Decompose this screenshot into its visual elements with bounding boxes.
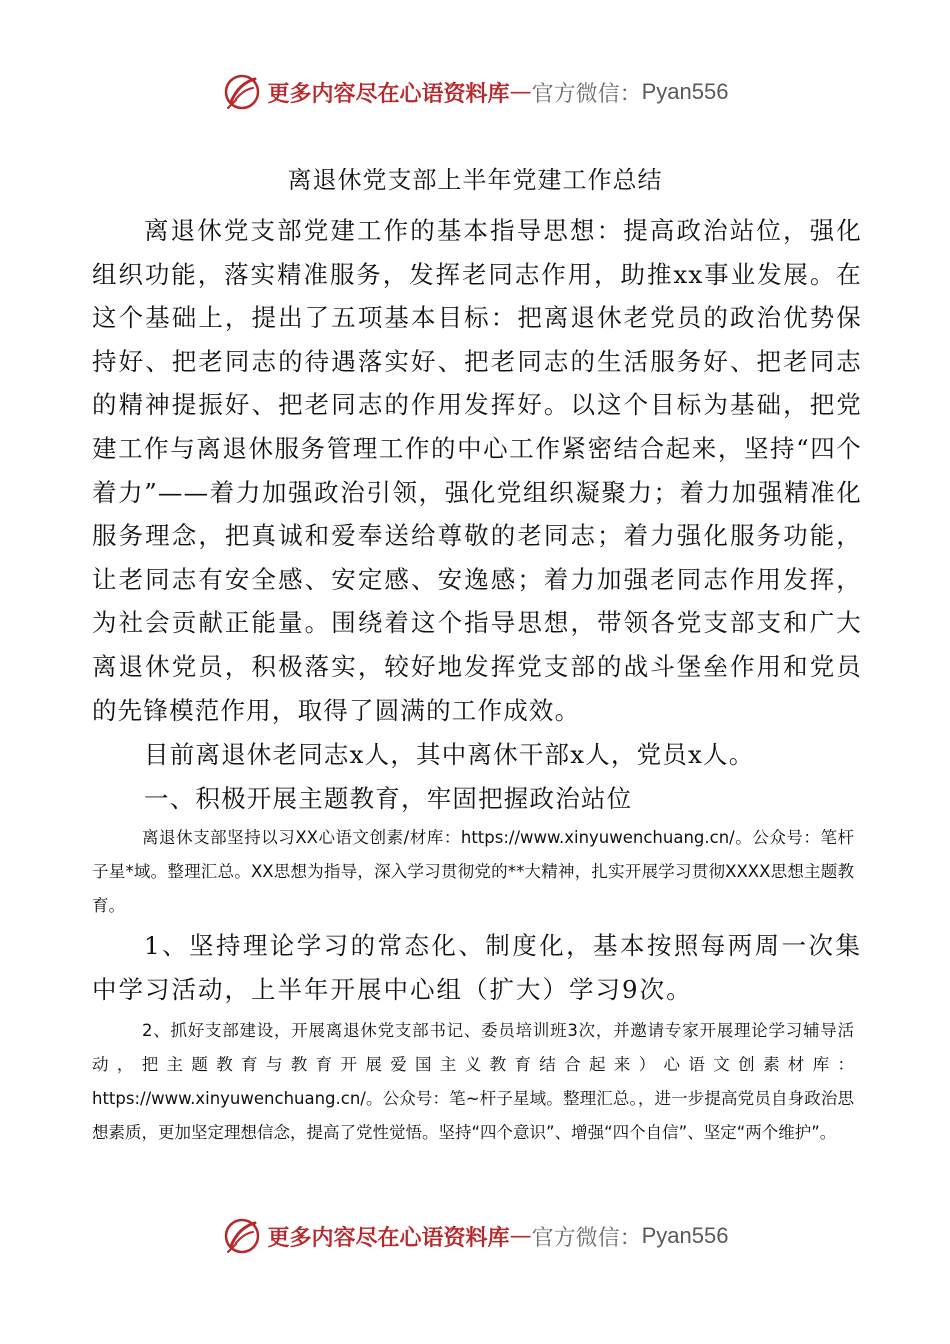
banner-dash: — xyxy=(509,79,532,105)
banner-text: 更多内容尽在心语资料库 xyxy=(267,1224,510,1251)
banner-label: 官方微信： xyxy=(531,1225,642,1251)
banner-dash: — xyxy=(509,1223,532,1249)
list-item-1: 1、坚持理论学习的常态化、制度化，基本按照每两周一次集中学习活动，上半年开展中心组（扩大）学习9次。 xyxy=(92,931,862,1004)
banner-handle: Pyan556 xyxy=(641,79,729,104)
header-banner xyxy=(0,70,950,114)
section-heading-1: 一、积极开展主题教育，牢固把握政治站位 xyxy=(144,784,633,813)
intro-paragraph: 离退休党支部党建工作的基本指导思想：提高政治站位，强化组织功能，落实精准服务，发挥老同志作用，助推xx事业发展。在这个基础上，提出了五项基本目标：把离退休老党员的政治优势保持好、把老同志的待遇落实好、把老同志的生活服务好、把老同志的精神提振好、把老同志的作用发挥好。以这个目标为基础，把党建工作与离退休服务管理工作的中心工作紧密结合起来，坚持“四个着力”——着力加强政治引领，强化党组织凝聚力；着力加强精准化服务理念，把真诚和爱奉送给尊敬的老同志；着力强化服务功能，让老同志有安全感、安定感、安逸感；着力加强老同志作用发挥，为社会贡献正能量。围绕着这个指导思想，带领各党支部支和广大离退休党员，积极落实，较好地发挥党支部的战斗堡垒作用和党员的先锋模范作用，取得了圆满的工作成效。 xyxy=(92,216,862,725)
banner-handle: Pyan556 xyxy=(641,1223,729,1248)
footer-banner xyxy=(0,1214,950,1258)
banner-text: 更多内容尽在心语资料库 xyxy=(267,80,510,107)
logo-icon xyxy=(222,72,262,112)
note-paragraph: 离退休支部坚持以习XX心语文创素/材库：https://www.xinyuwenchuang.cn/。公众号：笔杆子星*域。整理汇总。XX思想为指导，深入学习贯彻党的**大精神，扎实开展学习贯彻XXXX思想主题教育。 xyxy=(92,828,854,915)
list-item-2: 2、抓好支部建设，开展离退休党支部书记、委员培训班3次，并邀请专家开展理论学习辅导活动，把主题教育与教育开展爱国主义教育结合起来）心语文创素材库：https://www.xinyuwenchuang.cn/。公众号：笔~杆子星域。整理汇总。，进一步提高党员自身政治思想素质，更加坚定理想信念，提高了党性觉悟。坚持“四个意识”、增强“四个自信”、坚定“两个维护”。 xyxy=(92,1021,854,1142)
logo-icon xyxy=(222,1216,262,1256)
document-title: 离退休党支部上半年党建工作总结 xyxy=(287,166,663,194)
banner-label: 官方微信： xyxy=(531,81,642,107)
stats-paragraph: 目前离退休老同志x人，其中离休干部x人，党员x人。 xyxy=(144,740,755,769)
